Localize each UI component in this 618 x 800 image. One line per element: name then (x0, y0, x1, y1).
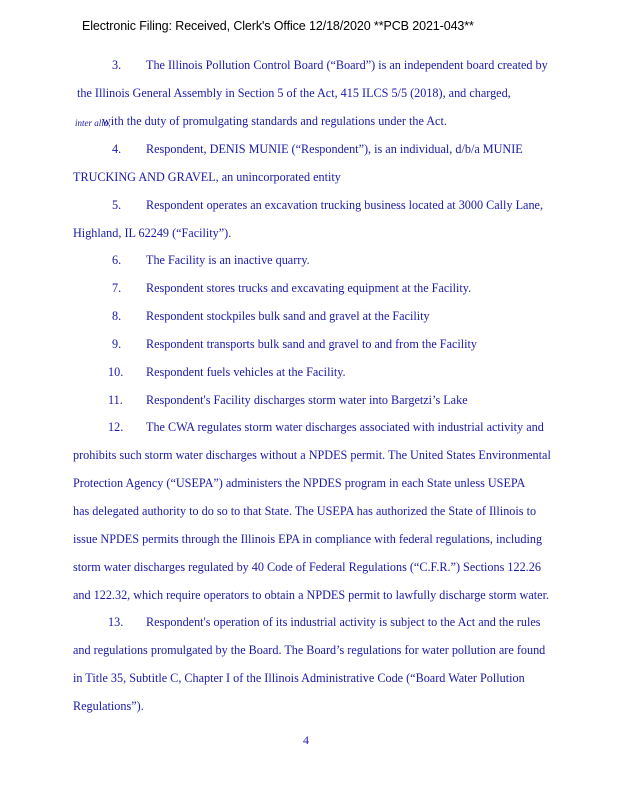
paragraph-number: 8. (112, 309, 122, 323)
margin-note: inter alia, (75, 118, 111, 128)
paragraph-line: Respondent stores trucks and excavating equipment at the Facility. (146, 281, 472, 295)
paragraph-line: The Facility is an inactive quarry. (146, 253, 310, 267)
paragraph-number: 13. (108, 615, 124, 629)
paragraph-number: 7. (112, 281, 122, 295)
paragraph-line: issue NPDES permits through the Illinois EPA in compliance with federal regulations, including (73, 532, 543, 546)
paragraph-number: 10. (108, 365, 124, 379)
paragraph-line: prohibits such storm water discharges without a NPDES permit. The United States Environmental (73, 448, 551, 462)
paragraph-line: with the duty of promulgating standards and regulations under the Act. (102, 114, 447, 128)
paragraph-number: 3. (112, 58, 122, 72)
paragraph-line: storm water discharges regulated by 40 Code of Federal Regulations (“C.F.R.”) Sections 122.26 (73, 560, 541, 574)
paragraph-number: 11. (108, 393, 123, 407)
paragraph-line: the Illinois General Assembly in Section 5 of the Act, 415 ILCS 5/5 (2018), and charged, (77, 86, 511, 100)
paragraph-line: and 122.32, which require operators to obtain a NPDES permit to lawfully discharge storm water. (73, 588, 549, 602)
paragraph-number: 12. (108, 420, 124, 434)
paragraph-line: Respondent operates an excavation trucking business located at 3000 Cally Lane, (146, 198, 543, 212)
paragraph-number: 9. (112, 337, 122, 351)
filing-header: Electronic Filing: Received, Clerk's Office 12/18/2020 **PCB 2021-043** (82, 19, 474, 33)
paragraph-line: Respondent, DENIS MUNIE (“Respondent”), is an individual, d/b/a MUNIE (146, 142, 523, 156)
paragraph-line: The Illinois Pollution Control Board (“Board”) is an independent board created by (146, 58, 548, 72)
paragraph-line: TRUCKING AND GRAVEL, an unincorporated entity (73, 170, 341, 184)
paragraph-line: The CWA regulates storm water discharges associated with industrial activity and (146, 420, 544, 434)
paragraph-line: Respondent stockpiles bulk sand and gravel at the Facility (146, 309, 430, 323)
paragraph-line: Protection Agency (“USEPA”) administers the NPDES program in each State unless USEPA (73, 476, 526, 490)
paragraph-line: Highland, IL 62249 (“Facility”). (73, 226, 232, 240)
paragraph-line: and regulations promulgated by the Board. The Board’s regulations for water pollution are found (73, 643, 546, 657)
paragraph-number: 4. (112, 142, 122, 156)
paragraph-number: 6. (112, 253, 122, 267)
paragraph-line: in Title 35, Subtitle C, Chapter I of the Illinois Administrative Code (“Board Water Pollution (73, 671, 525, 685)
paragraph-line: Respondent transports bulk sand and gravel to and from the Facility (146, 337, 478, 351)
page-number: 4 (303, 733, 309, 747)
paragraph-line: Respondent's operation of its industrial activity is subject to the Act and the rules (146, 615, 541, 629)
paragraph-line: Respondent's Facility discharges storm water into Bargetzi’s Lake (146, 393, 468, 407)
paragraph-line: Regulations”). (73, 699, 144, 713)
paragraph-line: has delegated authority to do so to that State. The USEPA has authorized the State of Illinois to (73, 504, 537, 518)
paragraph-number: 5. (112, 198, 122, 212)
paragraph-line: Respondent fuels vehicles at the Facility. (146, 365, 346, 379)
